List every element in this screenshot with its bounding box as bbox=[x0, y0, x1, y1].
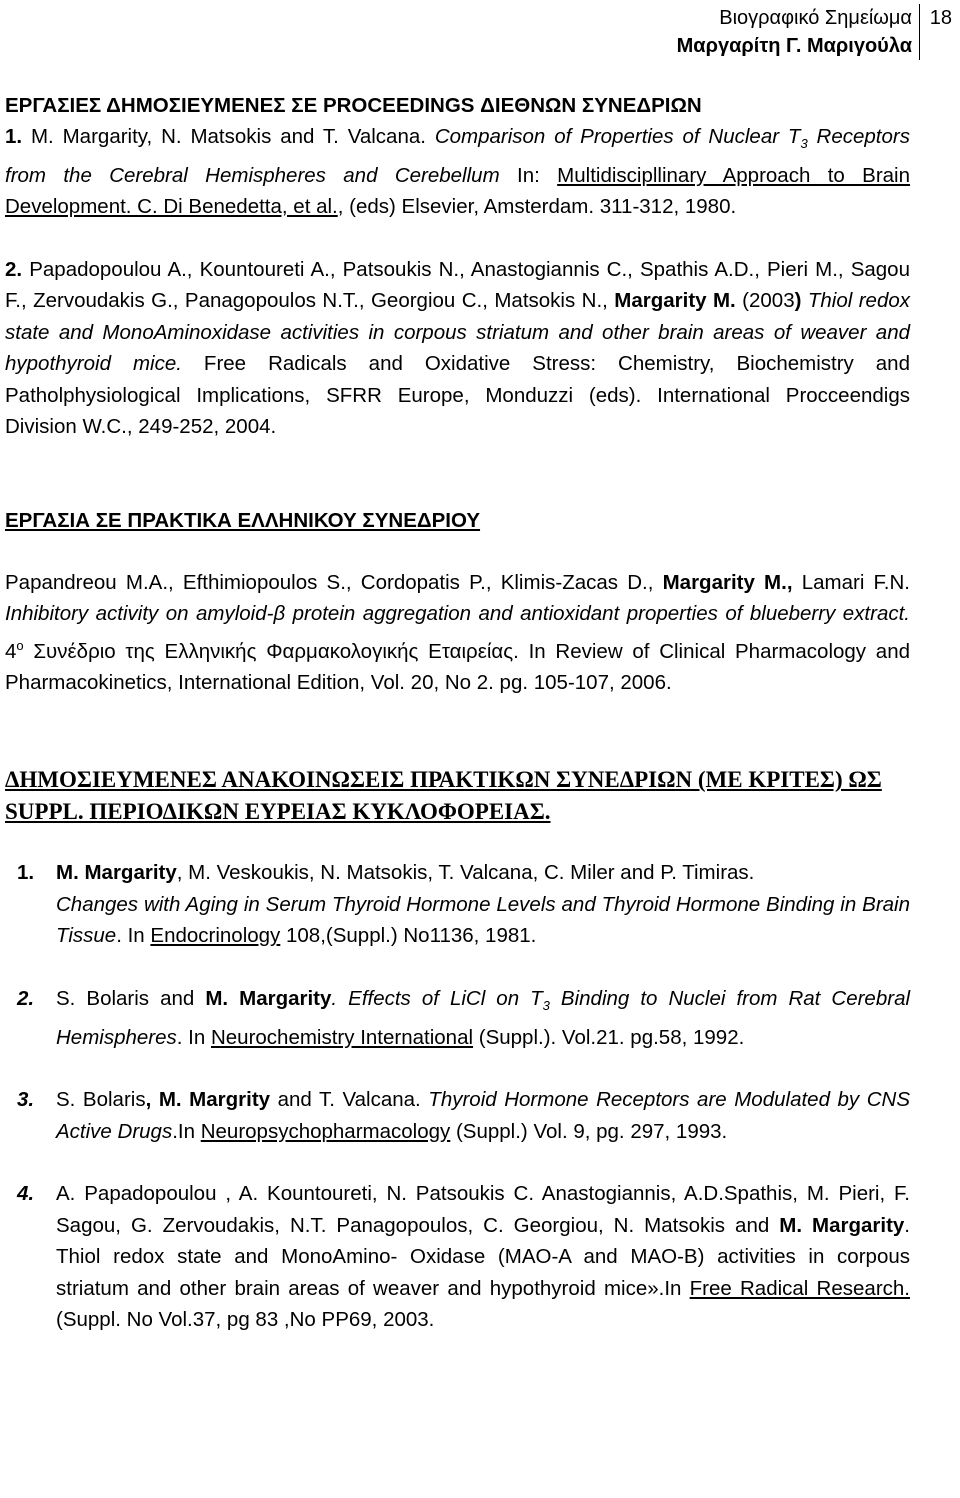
entry-number: 1. bbox=[17, 861, 35, 885]
page-number: 18 bbox=[919, 4, 952, 60]
header-subtitle: Μαργαρίτη Γ. Μαριγούλα bbox=[676, 35, 912, 57]
journal-name: Neuropsychopharmacology bbox=[200, 1119, 451, 1143]
entry-number: 3. bbox=[17, 1088, 35, 1112]
document-body bbox=[5, 90, 910, 1336]
section-heading-proceedings: ΕΡΓΑΣΙΕΣ ΔΗΜΟΣΙΕΥΜΕΝΕΣ ΣΕ PROCEEDINGS ΔΙΕΘΝΩΝ ΣΥΝΕΔΡΙΩΝ bbox=[5, 94, 702, 117]
page-header bbox=[677, 4, 912, 60]
header-title: Βιογραφικό Σημείωμα bbox=[719, 7, 912, 29]
entry-number: 2. bbox=[17, 986, 35, 1010]
journal-name: Neurochemistry International bbox=[210, 1025, 474, 1049]
journal-name: Free Radical Research. bbox=[689, 1276, 910, 1300]
suppl-entry-2: 2. S. Bolaris and M. Margarity. Effects of LiCl on $T_3$ Binding to Nuclei from Rat Cerebral Hemispheres. In Neurochemistry International (Suppl.). Vol.21. pg.58, 1992. bbox=[5, 983, 910, 1053]
journal-name: Endocrinology bbox=[150, 924, 281, 948]
suppl-entry-3: 3. S. Bolaris, M. Margrity and T. Valcana. Thyroid Hormone Receptors are Modulated by CNS Active Drugs.In Neuropsychopharmacology (Suppl.) Vol. 9, pg. 297, 1993. bbox=[5, 1084, 910, 1147]
book-title: Multidiscipllinary Approach to Brain Development. C. Di Benedetta, et al. bbox=[5, 163, 911, 219]
proceedings-entry-1: 1. M. Margarity, N. Matsokis and T. Valcana. Comparison of Properties of Nuclear $T_3$ Receptors from the Cerebral Hemispheres and Cerebellum In: Multidiscipllinary Approach to Brain Development. C. Di Benedetta, et al., (eds) Elsevier, Amsterdam. 311-312, 1980. bbox=[5, 125, 911, 219]
section-heading-greek-conference: ΕΡΓΑΣΙΑ ΣΕ ΠΡΑΚΤΙΚΑ ΕΛΛΗΝΙΚΟΥ ΣΥΝΕΔΡΙΟΥ bbox=[5, 508, 481, 532]
suppl-entry-4: 4. A. Papadopoulou , A. Kountoureti, N. Patsoukis C. Anastogiannis, A.D.Spathis, M. Pieri, F. Sagou, G. Zervoudakis, N.T. Panagopoulos, C. Georgiou, N. Matsokis and M. Margarity. Thiol redox state and MonoAmino- Oxidase (MAO-A and MAO-B) activities in corpous striatum and other brain areas of weaver and hypothyroid mice».In Free Radical Research. (Suppl. No Vol.37, pg 83 ,No PP69, 2003. bbox=[5, 1178, 910, 1336]
greek-conference-entry: Papandreou M.A., Efthimiopoulos S., Cordopatis P., Klimis-Zacas D., Margarity M., Lamari F.N. Inhibitory activity on amyloid-β protein aggregation and antioxidant properties of blueberry extract. $4^o$ Συνέδριο της Ελληνικής Φαρμακολογικής Εταιρείας. In Review of Clinical Pharmacology and Pharmacokinetics, International Edition, Vol. 20, No 2. pg. 105-107, 2006. bbox=[5, 570, 910, 694]
section-heading-suppl: ΔΗΜΟΣΙΕΥΜΕΝΕΣ ΑΝΑΚΟΙΝΩΣΕΙΣ ΠΡΑΚΤΙΚΩΝ ΣΥΝΕΔΡΙΩΝ (ΜΕ ΚΡΙΤΕΣ) ΩΣ SUPPL. ΠΕΡΙΟΔΙΚΩΝ ΕΥΡΕΙΑΣ ΚΥΚΛΟΦΟΡΕΙΑΣ. bbox=[5, 767, 882, 825]
entry-number: 4. bbox=[17, 1182, 35, 1206]
suppl-entry-1: 1. M. Margarity, M. Veskoukis, N. Matsokis, T. Valcana, C. Miler and P. Timiras. Changes with Aging in Serum Thyroid Hormone Levels and Thyroid Hormone Binding in Brain Tissue. In Endocrinology 108,(Suppl.) No1136, 1981. bbox=[5, 857, 910, 952]
proceedings-entry-2: 2. Papadopoulou A., Kountoureti A., Patsoukis N., Anastogiannis C., Spathis A.D., Pieri M., Sagou F., Zervoudakis G., Panagopoulos N.T., Georgiou C., Matsokis N., Margarity M. (2003) Thiol redox state and MonoAminoxidase activities in corpous striatum and other brain areas of weaver and hypothyroid mice. Free Radicals and Oxidative Stress: Chemistry, Biochemistry and Patholphysiological Implications, SFRR Europe, Monduzzi (eds). International Procceendigs Division W.C., 249-252, 2004. bbox=[5, 257, 910, 439]
